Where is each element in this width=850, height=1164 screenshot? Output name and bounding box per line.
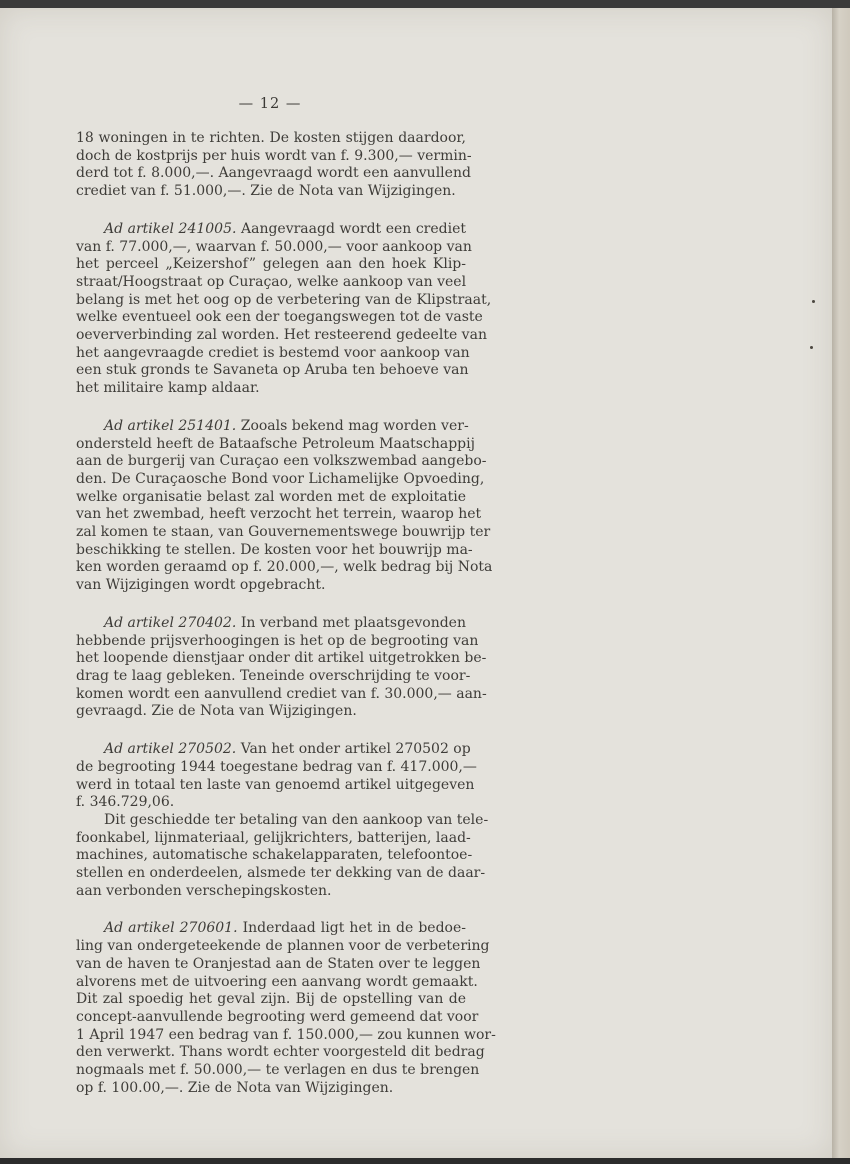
text-line: het aangevraagde crediet is bestemd voor aankoop van xyxy=(76,344,470,361)
text-line: van f. 77.000,—, waarvan f. 50.000,— voor aankoop van xyxy=(76,238,472,255)
text-line: den. De Curaçaosche Bond voor Lichamelijke Opvoeding, xyxy=(76,470,485,487)
text-line: belang is met het oog op de verbetering van de Klipstraat, xyxy=(76,291,492,308)
text-line: ondersteld heeft de Bataafsche Petroleum Maatschappij xyxy=(76,435,475,452)
text-line: crediet van f. 51.000,—. Zie de Nota van Wijzigingen. xyxy=(76,183,456,200)
paragraph-270601 xyxy=(76,920,496,1097)
text-line: zal komen te staan, van Gouvernementswege bouwrijp ter xyxy=(76,524,491,541)
article-reference: Ad artikel 270502. xyxy=(104,741,237,758)
text-line: Dit zal spoedig het geval zijn. Bij de opstelling van de xyxy=(76,991,466,1008)
text-line: Dit geschiedde ter betaling van den aankoop van tele- xyxy=(104,811,489,828)
text-line: gevraagd. Zie de Nota van Wijzigingen. xyxy=(76,703,357,720)
paper-speck xyxy=(810,346,813,349)
text-line: van Wijzigingen wordt opgebracht. xyxy=(76,577,326,594)
text-line: Ad artikel 270601. Inderdaad ligt het in de bedoe- xyxy=(104,920,466,937)
text-line: 1 April 1947 een bedrag van f. 150.000,— zou kunnen wor- xyxy=(76,1026,496,1043)
text-line: het perceel „Keizershof” gelegen aan den hoek Klip- xyxy=(76,256,466,273)
text-line: het loopende dienstjaar onder dit artikel uitgetrokken be- xyxy=(76,650,487,667)
paragraph-241005 xyxy=(76,220,492,398)
text-line: hebbende prijsverhoogingen is het op de begrooting van xyxy=(76,632,479,649)
page-number: — 12 — xyxy=(238,96,302,112)
paragraph-270402 xyxy=(76,614,487,721)
text-line: den verwerkt. Thans wordt echter voorgesteld dit bedrag xyxy=(76,1044,485,1061)
text-line: van de haven te Oranjestad aan de Staten over te leggen xyxy=(76,955,481,972)
scan-border xyxy=(0,1158,850,1164)
text-line: drag te laag gebleken. Teneinde overschrijding te voor- xyxy=(76,667,471,684)
text-line: f. 346.729,06. xyxy=(76,794,175,811)
text-line: de begrooting 1944 toegestane bedrag van f. 417.000,— xyxy=(76,758,477,775)
text-line: beschikking te stellen. De kosten voor het bouwrijp ma- xyxy=(76,541,473,558)
text-line: werd in totaal ten laste van genoemd artikel uitgegeven xyxy=(76,776,475,793)
text-line: aan verbonden verschepingskosten. xyxy=(76,882,332,899)
text-line: Ad artikel 270502. Van het onder artikel 270502 op xyxy=(104,741,471,758)
text-line: oeververbinding zal worden. Het resteerend gedeelte van xyxy=(76,327,487,344)
text-line: welke eventueel ook een der toegangswegen tot de vaste xyxy=(76,309,483,326)
article-reference: Ad artikel 270601. xyxy=(104,920,238,937)
text-line: komen wordt een aanvullend crediet van f. 30.000,— aan- xyxy=(76,685,487,702)
text-line: machines, automatische schakelapparaten, telefoontoe- xyxy=(76,847,473,864)
text-line: straat/Hoogstraat op Curaçao, welke aankoop van veel xyxy=(76,273,467,290)
text-line: aan de burgerij van Curaçao een volkszwembad aangebo- xyxy=(76,453,487,470)
text-line: welke organisatie belast zal worden met de exploitatie xyxy=(76,488,466,505)
article-reference: Ad artikel 270402. xyxy=(104,614,237,631)
text-line: stellen en onderdeelen, alsmede ter dekking van de daar- xyxy=(76,865,486,882)
text-line: derd tot f. 8.000,—. Aangevraagd wordt een aanvullend xyxy=(76,165,471,182)
text-line: Ad artikel 270402. In verband met plaatsgevonden xyxy=(104,614,466,631)
text-line: Ad artikel 251401. Zooals bekend mag worden ver- xyxy=(104,417,469,434)
text-line: op f. 100.00,—. Zie de Nota van Wijzigingen. xyxy=(76,1079,394,1096)
text-line: Ad artikel 241005. Aangevraagd wordt een crediet xyxy=(104,220,466,237)
text-line: ling van ondergeteekende de plannen voor de verbetering xyxy=(76,938,490,955)
page-edge xyxy=(832,8,850,1158)
text-line: nogmaals met f. 50.000,— te verlagen en dus te brengen xyxy=(76,1062,480,1079)
text-line: een stuk gronds te Savaneta op Aruba ten behoeve van xyxy=(76,362,469,379)
text-line: concept-aanvullende begrooting werd gemeend dat voor xyxy=(76,1008,479,1025)
article-reference: Ad artikel 251401. xyxy=(104,417,237,434)
text-line: foonkabel, lijnmateriaal, gelijkrichters, batterijen, laad- xyxy=(76,829,471,846)
text-line: van het zwembad, heeft verzocht het terrein, waarop het xyxy=(76,506,482,523)
body-text xyxy=(76,130,496,1117)
paragraph-intro xyxy=(76,130,472,201)
text-line: alvorens met de uitvoering een aanvang wordt gemaakt. xyxy=(76,973,478,990)
paragraph-251401 xyxy=(76,417,493,595)
text-line: 18 woningen in te richten. De kosten stijgen daardoor, xyxy=(76,130,466,146)
article-reference: Ad artikel 241005. xyxy=(104,220,237,237)
text-line: het militaire kamp aldaar. xyxy=(76,380,260,397)
paragraph-270502 xyxy=(76,741,489,900)
paper-speck xyxy=(812,300,815,303)
text-line: doch de kostprijs per huis wordt van f. 9.300,— vermin- xyxy=(76,147,472,164)
text-line: ken worden geraamd op f. 20.000,—, welk bedrag bij Nota xyxy=(76,559,493,576)
